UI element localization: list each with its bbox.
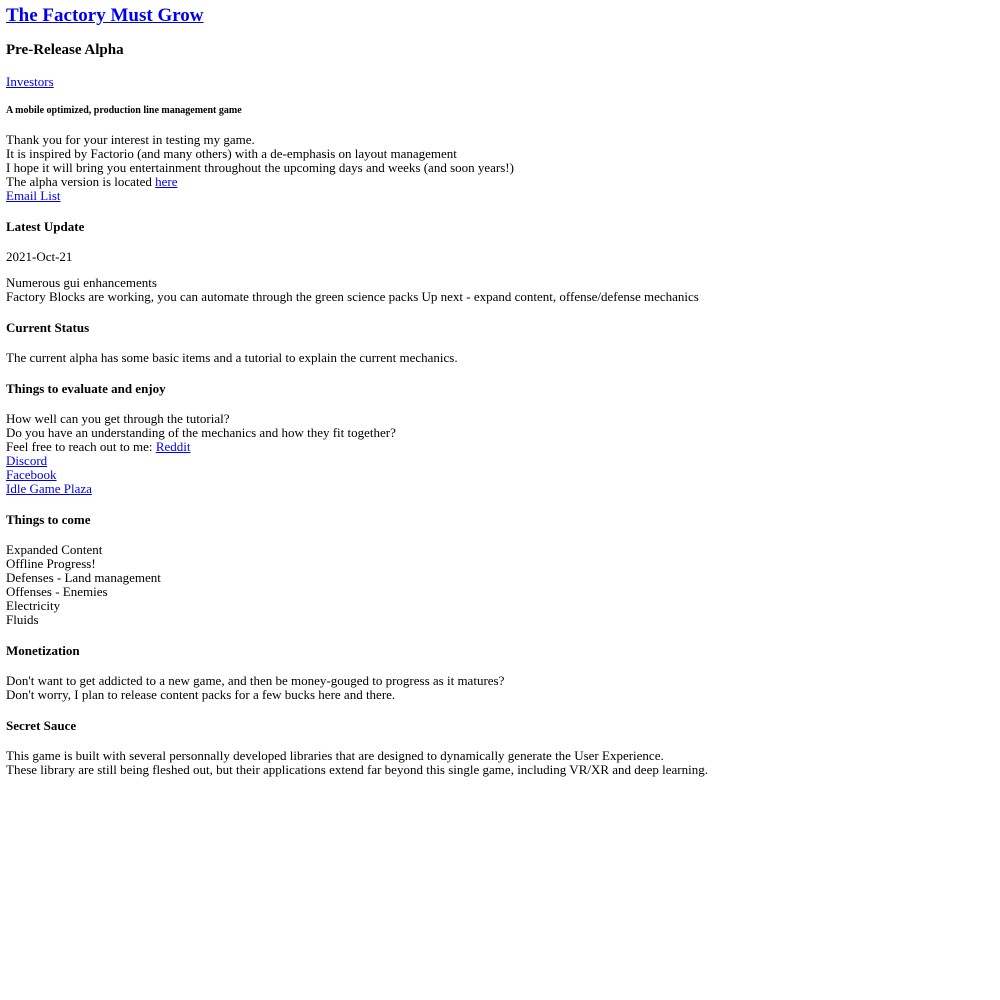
facebook-row: [6, 468, 994, 482]
to-come-item: Offline Progress!: [6, 556, 96, 571]
secret-sauce-body: [6, 749, 994, 777]
reddit-link[interactable]: Reddit: [155, 439, 191, 454]
secret-sauce-line-1: This game is built with several personnally developed libraries that are designed to dynamically generate the User Experience.: [6, 748, 664, 763]
reach-out-text: Feel free to reach out to me:: [6, 439, 156, 454]
to-come-item: Expanded Content: [6, 542, 103, 557]
to-come-item: Electricity: [6, 598, 61, 613]
tagline: A mobile optimized, production line management game: [6, 105, 242, 116]
discord-link[interactable]: Discord: [6, 453, 48, 468]
page-title: [6, 5, 994, 27]
monetization-body: [6, 674, 994, 702]
secret-sauce-line-2: These library are still being fleshed out, but their applications extend far beyond this single game, including VR/XR and deep learning.: [6, 762, 708, 777]
intro-line-2: It is inspired by Factorio (and many others) with a de-emphasis on layout management: [6, 146, 457, 161]
latest-update-date: 2021-Oct-21: [6, 249, 73, 264]
intro-line-1: Thank you for your interest in testing my game.: [6, 132, 255, 147]
page-subtitle: Pre-Release Alpha: [6, 42, 124, 58]
to-come-heading: Things to come: [6, 512, 91, 527]
evaluate-line-3: [6, 440, 994, 454]
to-come-item: Defenses - Land management: [6, 570, 161, 585]
email-list-row: [6, 189, 994, 203]
monetization-line-2: Don't worry, I plan to release content packs for a few bucks here and there.: [6, 687, 396, 702]
alpha-here-link[interactable]: here: [155, 174, 178, 189]
current-status-body: [6, 351, 994, 365]
intro-line-3: I hope it will bring you entertainment throughout the upcoming days and weeks (and soon years!): [6, 160, 514, 175]
secret-sauce-heading: Secret Sauce: [6, 718, 77, 733]
intro-section: [6, 133, 994, 203]
facebook-link[interactable]: Facebook: [6, 467, 57, 482]
latest-update-heading: Latest Update: [6, 219, 85, 234]
idle-game-plaza-link[interactable]: Idle Game Plaza: [6, 481, 92, 496]
latest-update-line-2: Factory Blocks are working, you can automate through the green science packs Up next - expand content, offense/defense mechanics: [6, 289, 699, 304]
investors-link[interactable]: Investors: [6, 74, 54, 89]
to-come-list: [6, 543, 994, 627]
evaluate-line-2: Do you have an understanding of the mechanics and how they fit together?: [6, 425, 396, 440]
alpha-location-text: The alpha version is located: [6, 174, 156, 189]
latest-update-body: [6, 276, 994, 304]
idle-game-plaza-row: [6, 482, 994, 496]
discord-row: [6, 454, 994, 468]
to-come-item: Fluids: [6, 612, 39, 627]
to-come-item: Offenses - Enemies: [6, 584, 108, 599]
monetization-line-1: Don't want to get addicted to a new game, and then be money-gouged to progress as it matures?: [6, 673, 505, 688]
intro-line-4: [6, 175, 994, 189]
current-status-text: The current alpha has some basic items and a tutorial to explain the current mechanics.: [6, 350, 458, 365]
evaluate-heading: Things to evaluate and enjoy: [6, 381, 166, 396]
evaluate-line-1: How well can you get through the tutorial?: [6, 411, 230, 426]
current-status-heading: Current Status: [6, 320, 90, 335]
latest-update-line-1: Numerous gui enhancements: [6, 275, 157, 290]
nav-links: [6, 74, 994, 90]
page-title-link[interactable]: The Factory Must Grow: [6, 5, 204, 26]
evaluate-body: [6, 412, 994, 496]
monetization-heading: Monetization: [6, 643, 80, 658]
email-list-link[interactable]: Email List: [6, 188, 61, 203]
